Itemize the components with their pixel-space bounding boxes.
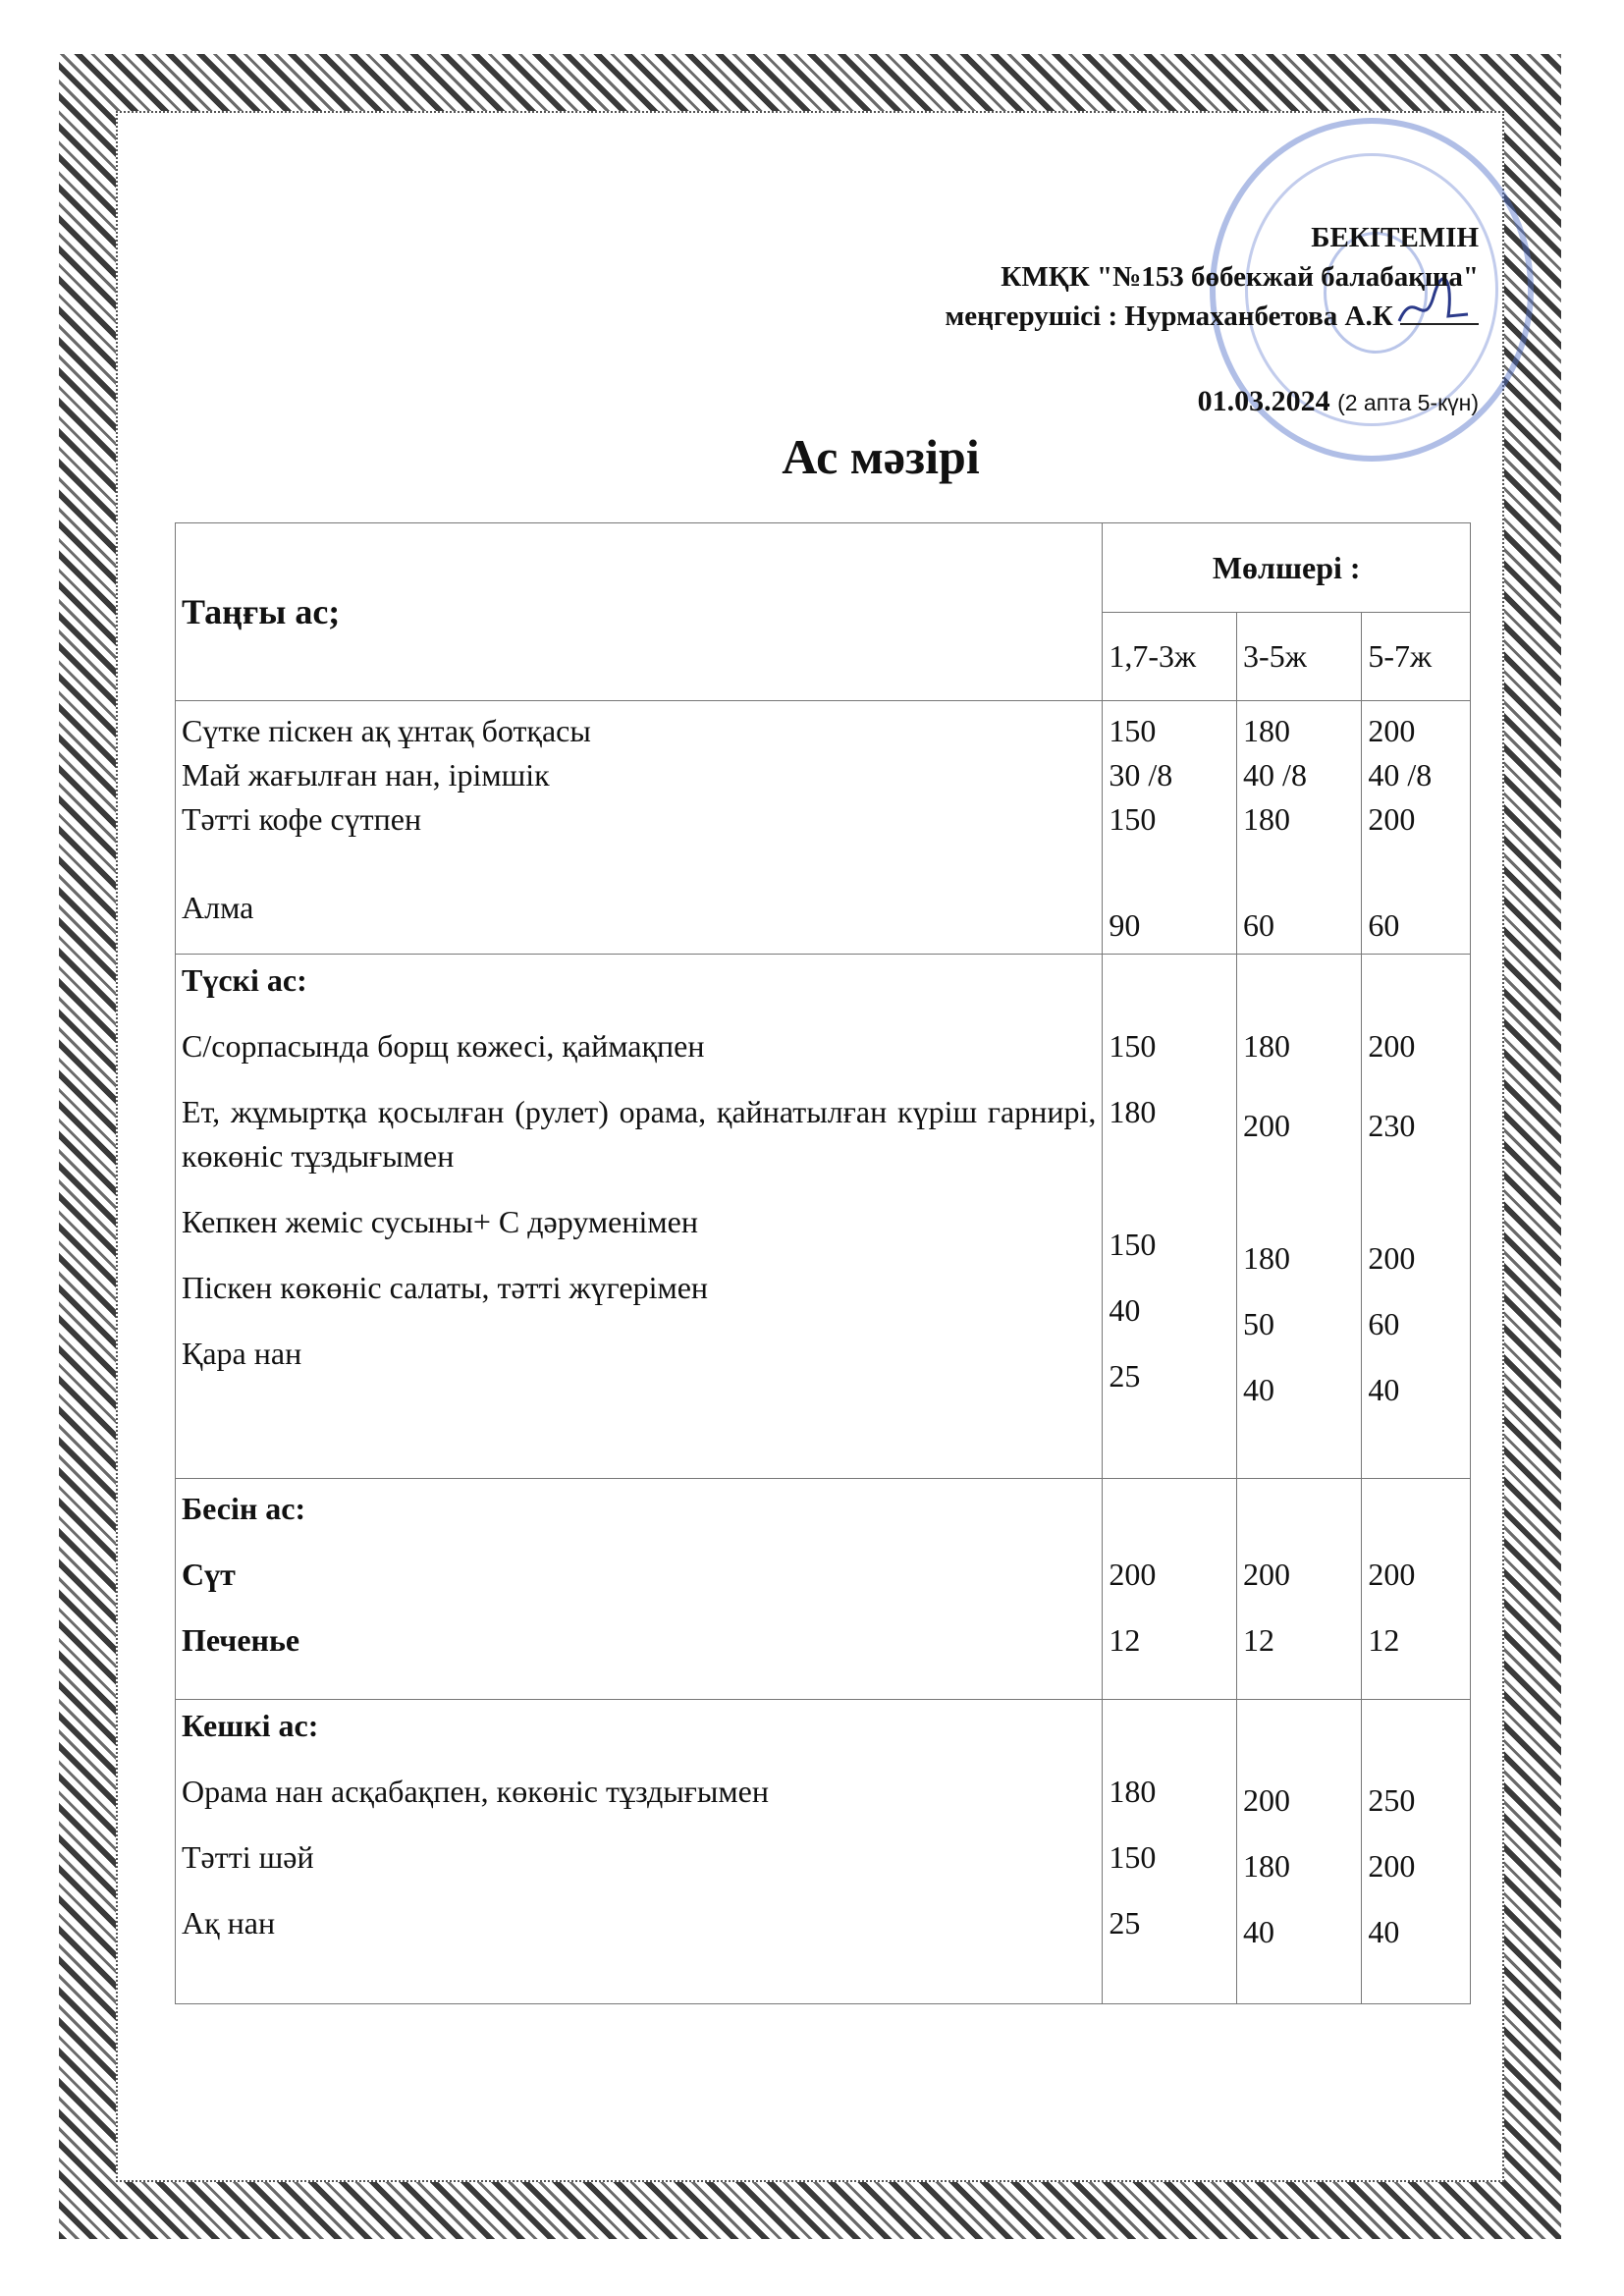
dinner-col2 [1237,1700,1362,2004]
amount: 40 [1243,1914,1275,1949]
amount: 60 [1243,907,1275,943]
amount: 60 [1368,907,1400,943]
dish: Сүт [182,1557,236,1592]
amount: 200 [1368,713,1416,748]
amount: 60 [1368,1306,1400,1341]
menu-date [1198,385,1479,418]
dinner-dishes [176,1700,1103,2004]
breakfast-col3 [1362,701,1471,955]
dish: Сүтке піскен ақ ұнтақ ботқасы [182,713,591,748]
amount: 40 [1243,1372,1275,1407]
snack-heading: Бесін ас: [182,1491,306,1526]
amount: 12 [1368,1622,1400,1658]
amount: 150 [1109,713,1157,748]
dinner-row [176,1700,1471,2004]
breakfast-dishes [176,701,1103,955]
page-title: Ас мәзірі [782,429,980,484]
amount: 180 [1109,1094,1157,1129]
amount: 40 [1109,1292,1141,1328]
amount: 150 [1109,1028,1157,1064]
age-group-1: 1,7-3ж [1103,613,1237,701]
amount: 200 [1368,1240,1416,1276]
snack-row [176,1479,1471,1700]
dish: Алма [182,890,254,925]
snack-col3 [1362,1479,1471,1700]
lunch-col3 [1362,955,1471,1479]
amount: 200 [1368,1557,1416,1592]
dinner-col1 [1103,1700,1237,2004]
amount: 40 /8 [1368,757,1433,793]
amount: 90 [1109,907,1141,943]
organization-name: КМҚК "№153 бөбекжай балабақша" [1001,261,1479,293]
amount: 25 [1109,1905,1141,1941]
dinner-heading: Кешкі ас: [182,1708,319,1743]
amount: 200 [1109,1557,1157,1592]
dish: Тәтті кофе сүтпен [182,801,422,837]
amount: 50 [1243,1306,1275,1341]
amount: 200 [1243,1108,1291,1143]
amount: 150 [1109,801,1157,837]
dinner-col3 [1362,1700,1471,2004]
head-name: меңгерушісі : Нурмаханбетова А.К [945,301,1393,332]
amount: 150 [1109,1227,1157,1262]
lunch-dishes [176,955,1103,1479]
lunch-heading: Түскі ас: [182,962,307,998]
dish: С/сорпасында борщ көжесі, қаймақпен [182,1028,705,1064]
dish: Кепкен жеміс сусыны+ С дәруменімен [182,1204,698,1239]
dish: Май жағылған нан, ірімшік [182,757,550,793]
amount: 40 [1368,1914,1400,1949]
head-line [945,297,1479,336]
menu-table [175,522,1471,2004]
snack-dishes [176,1479,1103,1700]
breakfast-heading: Таңғы ас; [176,523,1103,701]
header-row [176,523,1471,613]
amount: 180 [1243,1848,1291,1884]
dish: Орама нан асқабақпен, көкөніс тұздығымен [182,1774,769,1809]
breakfast-row [176,701,1471,955]
amount: 200 [1368,1848,1416,1884]
amount: 200 [1368,801,1416,837]
approval-block [945,218,1479,336]
snack-col1 [1103,1479,1237,1700]
amount: 12 [1109,1622,1141,1658]
date-value: 01.03.2024 [1197,385,1330,417]
amount: 40 [1368,1372,1400,1407]
amount: 25 [1109,1358,1141,1394]
amount: 30 /8 [1109,757,1173,793]
lunch-col1 [1103,955,1237,1479]
amount: 200 [1243,1557,1291,1592]
lunch-col2 [1237,955,1362,1479]
breakfast-col2 [1237,701,1362,955]
amount: 12 [1243,1622,1275,1658]
age-group-2: 3-5ж [1237,613,1362,701]
dish: Тәтті шәй [182,1839,314,1875]
dish: Қара нан [182,1336,302,1371]
dish: Ақ нан [182,1905,276,1941]
amount: 250 [1368,1782,1416,1818]
amount: 150 [1109,1839,1157,1875]
amount: 40 /8 [1243,757,1307,793]
lunch-row [176,955,1471,1479]
amount-header: Мөлшері : [1103,523,1471,613]
week-note: (2 апта 5-күн) [1337,390,1479,415]
dish: Піскен көкөніс салаты, тәтті жүгерімен [182,1270,709,1305]
amount: 180 [1109,1774,1157,1809]
amount: 180 [1243,1240,1291,1276]
amount: 180 [1243,713,1291,748]
amount: 200 [1243,1782,1291,1818]
breakfast-col1 [1103,701,1237,955]
age-group-3: 5-7ж [1362,613,1471,701]
snack-col2 [1237,1479,1362,1700]
dish: Ет, жұмыртқа қосылған (рулет) орама, қайнатылған күріш гарнирі, көкөніс тұздығымен [182,1094,1097,1174]
amount: 230 [1368,1108,1416,1143]
approve-title: БЕКІТЕМІН [1311,222,1479,253]
amount: 200 [1368,1028,1416,1064]
amount: 180 [1243,801,1291,837]
amount: 180 [1243,1028,1291,1064]
dish: Печенье [182,1622,300,1658]
